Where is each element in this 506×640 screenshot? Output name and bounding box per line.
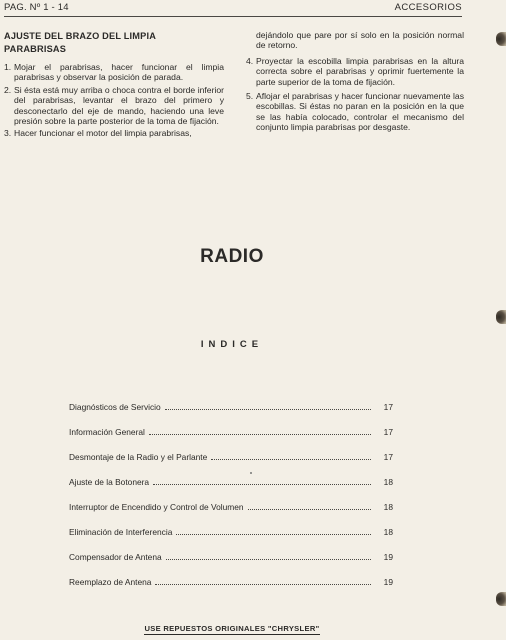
toc-row xyxy=(69,477,393,502)
wiper-step-3: 3. Hacer funcionar el motor del limpia parabrisas, xyxy=(4,128,192,139)
wiper-column-right xyxy=(246,30,464,137)
binder-hole-top xyxy=(496,32,506,46)
toc-label: Desmontaje de la Radio y el Parlante xyxy=(69,452,208,462)
toc-page-number: 19 xyxy=(383,552,393,562)
toc-leader xyxy=(211,459,371,460)
toc-page-number: 19 xyxy=(383,577,393,587)
wiper-step-3-continuation: dejándolo que pare por sí solo en la posición normal de retorno. xyxy=(256,30,464,51)
toc-label: Eliminación de Interferencia xyxy=(69,527,173,537)
wiper-step-2: 2. Si ésta está muy arriba o choca contra el borde inferior del parabrisas, levantar el brazo del primero y desconectarlo del eje de mando, haciendo una leve presión sobre la parte posterior de la toma de fijación. xyxy=(4,84,224,127)
toc-page-number: 17 xyxy=(383,427,393,437)
toc-row xyxy=(69,402,393,427)
toc-row xyxy=(69,552,393,577)
toc-leader xyxy=(149,434,371,435)
header-rule xyxy=(4,16,462,17)
toc-label: Compensador de Antena xyxy=(69,552,162,562)
binder-hole-bottom xyxy=(496,592,506,606)
toc-row xyxy=(69,452,393,477)
toc-label: Interruptor de Encendido y Control de Volumen xyxy=(69,502,244,512)
toc-leader xyxy=(176,534,371,535)
wiper-step-1: 1. Mojar el parabrisas, hacer funcionar el limpia parabrisas y observar la posición de parada. xyxy=(4,62,224,83)
toc-page-number: 18 xyxy=(383,527,393,537)
toc-leader xyxy=(155,584,371,585)
toc-page-number: 18 xyxy=(383,477,393,487)
section-name: ACCESORIOS xyxy=(394,2,462,13)
toc-leader xyxy=(165,409,371,410)
wiper-section-title: AJUSTE DEL BRAZO DEL LIMPIA PARABRISAS xyxy=(4,31,157,54)
toc-label: Diagnósticos de Servicio xyxy=(69,402,161,412)
wiper-step-5: 5. Aflojar el parabrisas y hacer funcionar nuevamente las escobillas. Si éstas no paran en la posición en la que se las había colocado, controlar el mecanismo del conjunto limpia parabrisas por desgaste. xyxy=(246,91,464,133)
toc-label: Ajuste de la Botonera xyxy=(69,477,150,487)
toc-leader xyxy=(248,509,371,510)
toc-row xyxy=(69,427,393,452)
page-number: PAG. Nº 1 - 14 xyxy=(4,2,69,13)
wiper-step-4: 4. Proyectar la escobilla limpia parabrisas en la altura correcta sobre el parabrisas y oprimir fuertemente la parte superior de la toma de fijación. xyxy=(246,55,464,87)
page-header xyxy=(4,2,462,16)
toc-leader xyxy=(166,559,371,560)
wiper-column-left xyxy=(4,30,224,141)
toc-row xyxy=(69,527,393,552)
toc-label: Reemplazo de Antena xyxy=(69,577,152,587)
page-footer xyxy=(0,624,464,633)
print-speck xyxy=(250,472,252,474)
footer-text: USE REPUESTOS ORIGINALES "CHRYSLER" xyxy=(144,624,320,633)
toc-leader xyxy=(153,484,371,485)
binder-hole-middle xyxy=(496,310,506,324)
toc-page-number: 17 xyxy=(383,452,393,462)
table-of-contents xyxy=(69,402,393,602)
toc-row xyxy=(69,502,393,527)
index-heading: INDICE xyxy=(200,339,264,350)
toc-label: Información General xyxy=(69,427,145,437)
toc-row xyxy=(69,577,393,602)
toc-page-number: 17 xyxy=(383,402,393,412)
toc-page-number: 18 xyxy=(383,502,393,512)
radio-heading: RADIO xyxy=(200,246,264,267)
